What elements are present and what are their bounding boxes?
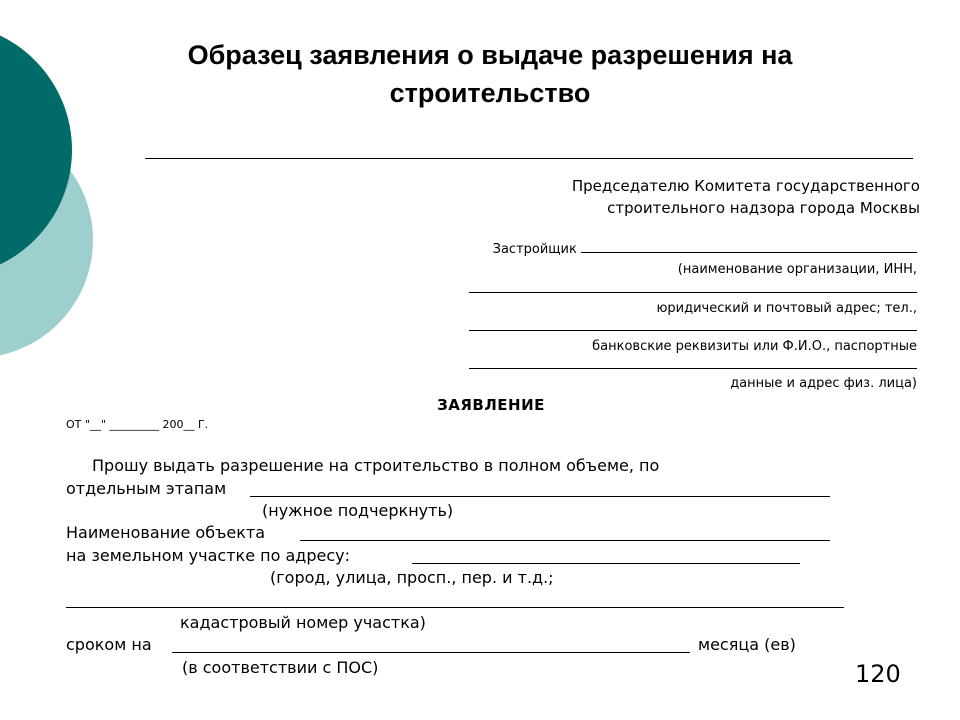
stages-label: отдельным этапам xyxy=(66,479,227,498)
applicant-blank-3 xyxy=(469,319,917,331)
title-line-1: Образец заявления о выдаче разрешения на xyxy=(187,40,793,70)
applicant-hint-1: (наименование организации, ИНН, xyxy=(677,262,917,277)
applicant-hint-2: юридический и почтовый адрес; тел., xyxy=(656,301,917,316)
applicant-blank-row-2 xyxy=(469,281,917,298)
cadastral-hint: кадастровый номер участка) xyxy=(180,613,426,632)
applicant-row xyxy=(493,241,917,258)
page-number: 120 xyxy=(855,660,901,688)
object-label: Наименование объекта xyxy=(66,523,266,542)
addressee-line-2: строительного надзора города Москвы xyxy=(607,199,920,217)
object-blank xyxy=(300,540,830,541)
applicant-blank-2 xyxy=(469,281,917,293)
recipient-blank-line xyxy=(145,158,913,159)
address-hint: (город, улица, просп., пер. и т.д.; xyxy=(270,568,554,587)
date-line: ОТ "__" _________ 200__ Г. xyxy=(66,418,209,431)
stages-hint: (нужное подчеркнуть) xyxy=(262,501,454,520)
applicant-blank-4 xyxy=(469,357,917,369)
address-continuation-blank xyxy=(66,607,844,608)
document-heading: ЗАЯВЛЕНИЕ xyxy=(437,396,545,414)
term-unit: месяца (ев) xyxy=(698,635,796,654)
applicant-blank-row-3 xyxy=(469,319,917,336)
applicant-hint-4: данные и адрес физ. лица) xyxy=(730,376,917,391)
address-blank xyxy=(412,563,800,564)
term-blank xyxy=(172,652,690,653)
addressee-line-1: Председателю Комитета государственного xyxy=(571,177,920,195)
title-line-2: строительство xyxy=(389,78,591,108)
term-label: сроком на xyxy=(66,635,152,654)
stages-blank xyxy=(250,496,830,497)
applicant-hint-3: банковские реквизиты или Ф.И.О., паспортные xyxy=(592,339,917,354)
applicant-blank-row-4 xyxy=(469,357,917,374)
slide-title xyxy=(60,36,920,112)
addressee-block xyxy=(400,175,920,219)
address-label: на земельном участке по адресу: xyxy=(66,546,350,565)
request-text: Прошу выдать разрешение на строительство в полном объеме, по xyxy=(92,456,660,475)
term-hint: (в соответствии с ПОС) xyxy=(182,658,379,677)
applicant-blank xyxy=(581,241,917,253)
applicant-label: Застройщик xyxy=(492,242,577,257)
